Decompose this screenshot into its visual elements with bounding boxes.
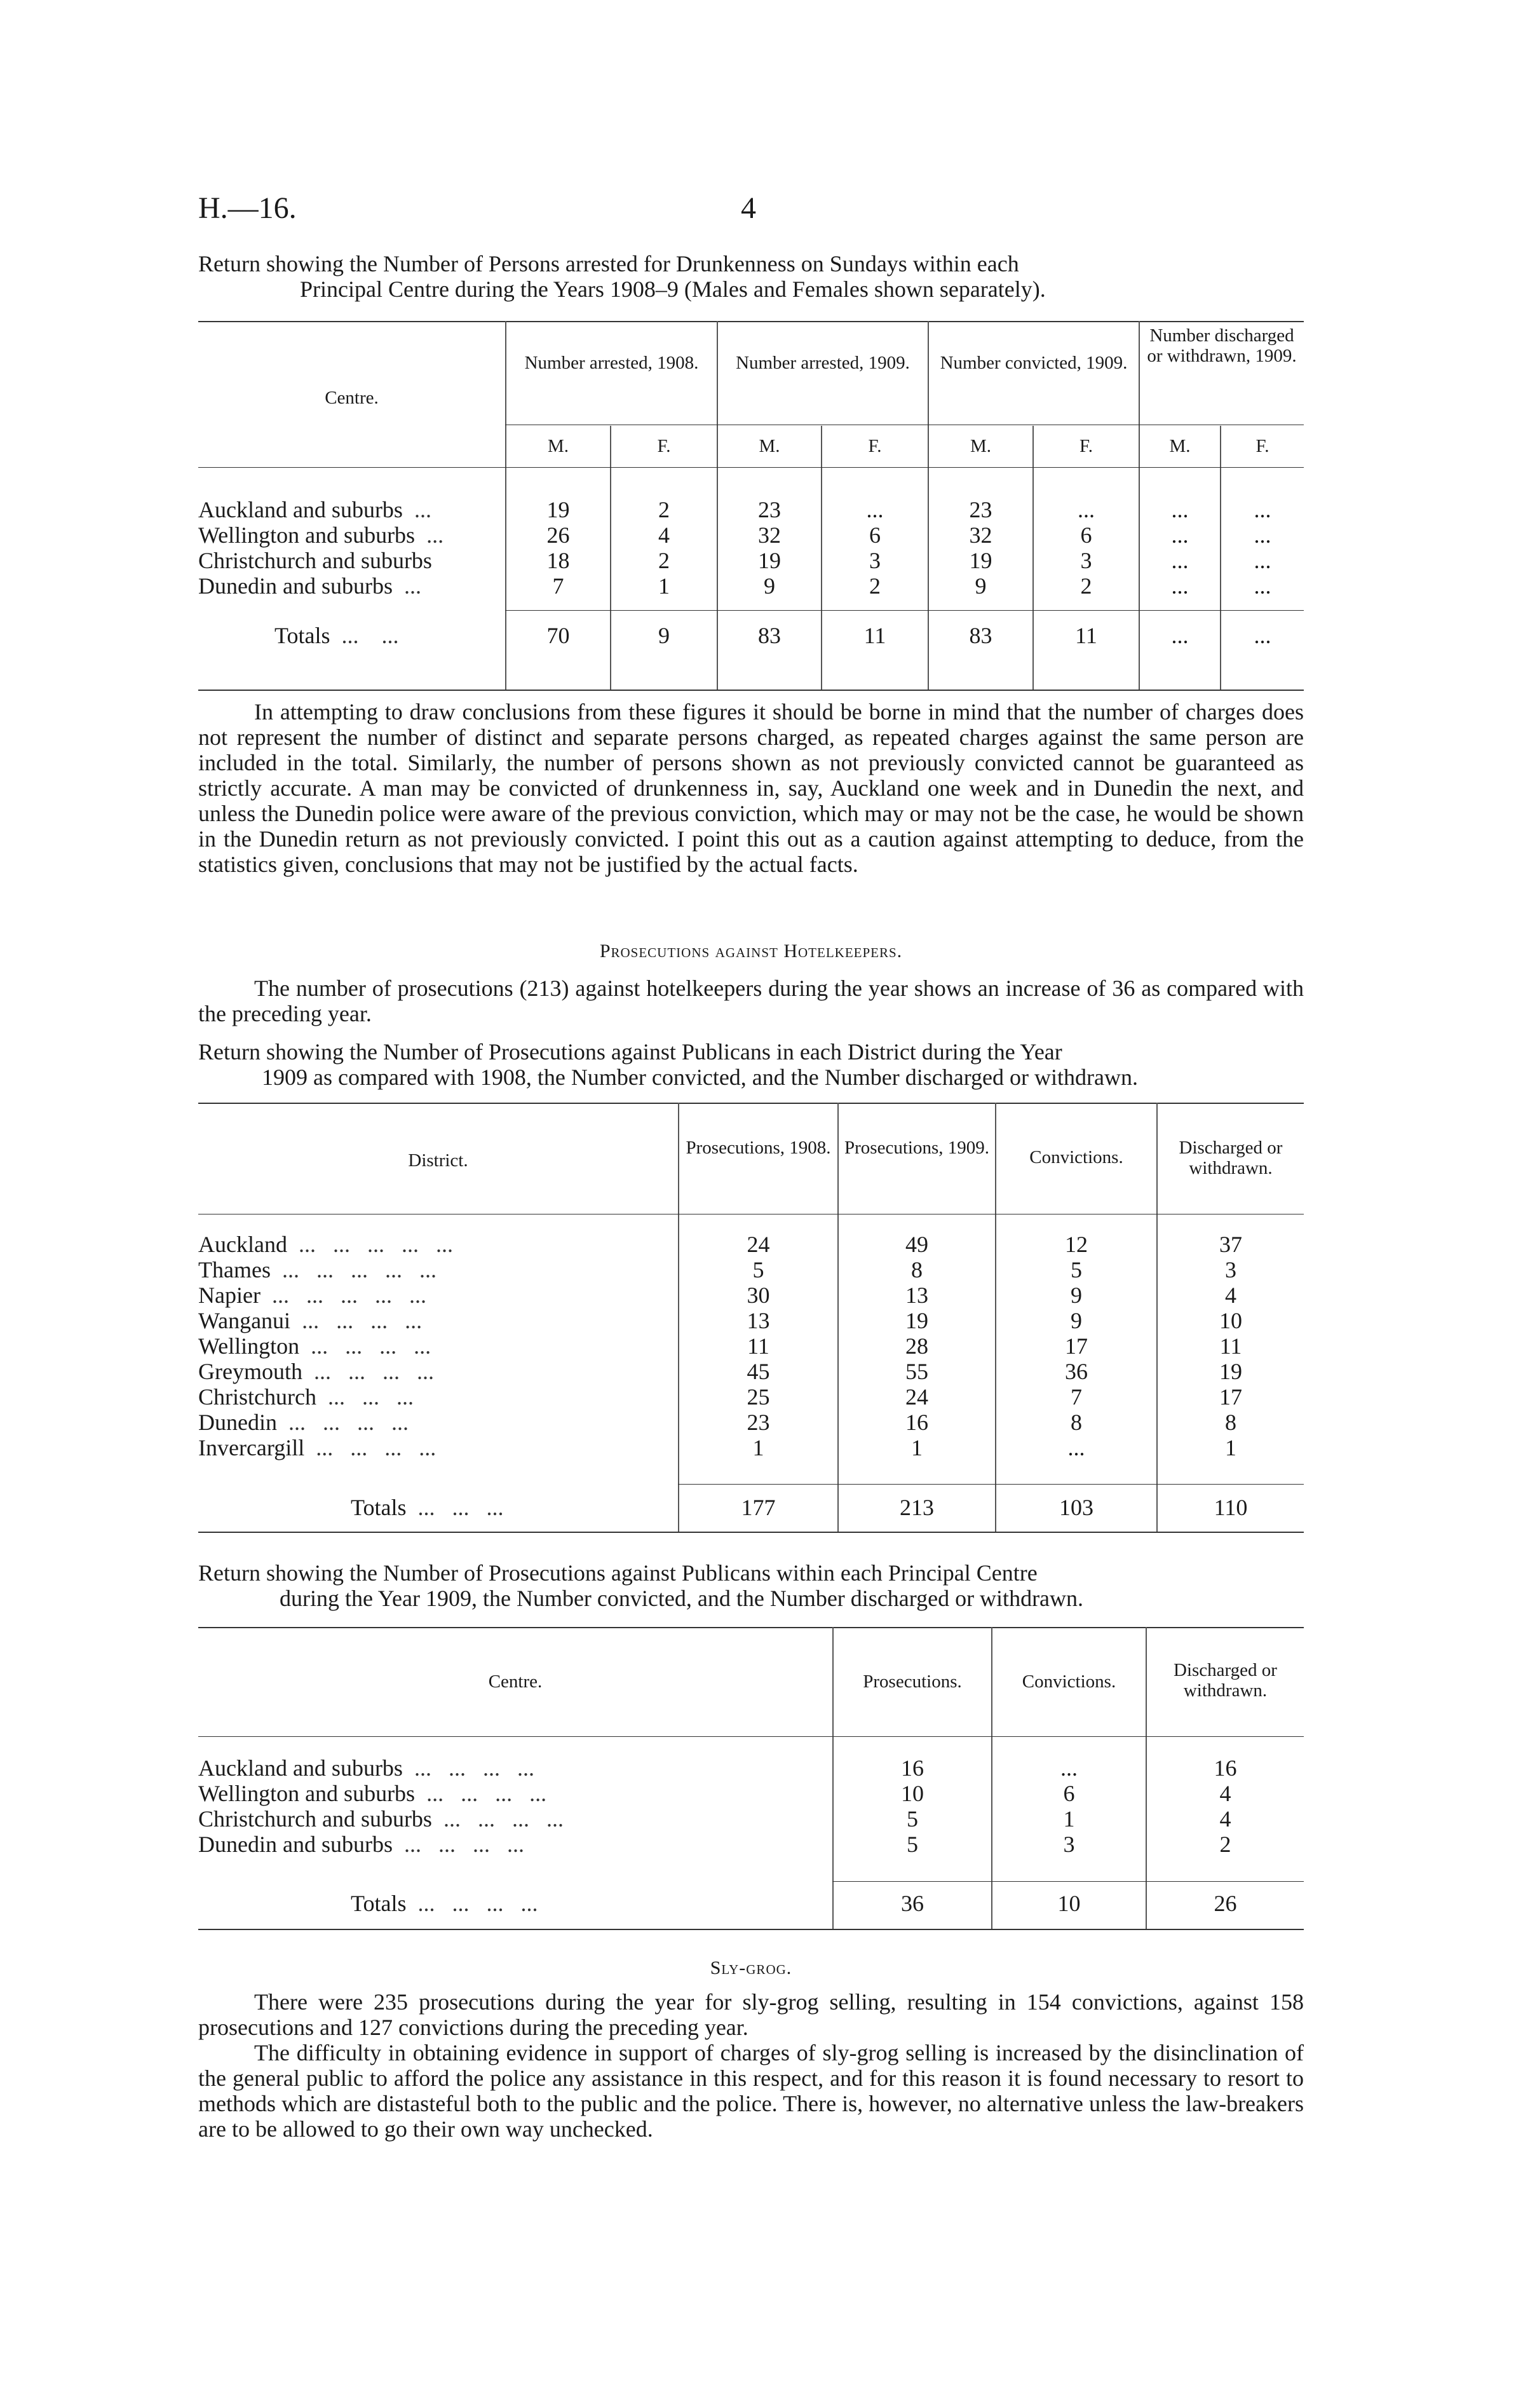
table2-caption	[198, 1039, 1304, 1090]
table3-bottom-rule	[198, 1929, 1304, 1930]
cell-value: 23	[747, 1410, 770, 1435]
table2-row	[198, 1410, 1304, 1435]
table1-totals-row	[198, 623, 1304, 648]
table1-f-3: F.	[1079, 436, 1093, 456]
leader-dots: ... ... ... ...	[443, 1806, 564, 1832]
cell-value: ...	[1254, 573, 1271, 599]
table3-totals-row	[198, 1891, 1304, 1916]
row-name: Dunedin	[198, 1410, 277, 1435]
row-label	[198, 1435, 436, 1460]
totals-label	[274, 623, 398, 648]
cell-value: 10	[901, 1781, 924, 1806]
page-reference: H.—16.	[198, 191, 297, 225]
cell-value: 4	[1225, 1282, 1236, 1308]
row-name: Napier	[198, 1282, 261, 1308]
cell-value: 83	[758, 623, 781, 648]
table3-row	[198, 1806, 1304, 1832]
cell-value: 37	[1219, 1232, 1242, 1257]
leader-dots: ... ... ...	[327, 1384, 414, 1410]
cell-value: 28	[905, 1333, 928, 1359]
table1-caption-line2: Principal Centre during the Years 1908–9 (Males and Females shown separately).	[300, 276, 1046, 302]
heading-sly-grog: Sly-grog.	[710, 1957, 792, 1978]
cell-value: 3	[1063, 1832, 1075, 1857]
table1-m-3: M.	[970, 436, 992, 456]
cell-value: 12	[1065, 1232, 1088, 1257]
cell-value: 213	[900, 1495, 934, 1520]
leader-dots: ...	[414, 497, 431, 522]
cell-value: 4	[1219, 1781, 1231, 1806]
table2-col-discharged: Discharged or withdrawn.	[1179, 1138, 1283, 1178]
cell-value: 1	[658, 573, 670, 599]
cell-value: 2	[658, 497, 670, 522]
leader-dots: ...	[426, 522, 444, 548]
cell-value: 5	[1071, 1257, 1082, 1282]
cell-value: 10	[1219, 1308, 1242, 1333]
table1-row	[198, 497, 1304, 522]
leader-dots: ...	[403, 573, 421, 599]
totals-label	[351, 1495, 503, 1520]
table2-top-rule	[198, 1103, 1304, 1104]
row-name: Totals	[351, 1891, 407, 1916]
cell-value: ...	[1254, 623, 1271, 648]
cell-value: 36	[1065, 1359, 1088, 1384]
row-label	[198, 1308, 422, 1333]
cell-value: 18	[546, 548, 570, 573]
cell-value: 26	[1214, 1891, 1237, 1916]
leader-dots: ... ... ... ... ...	[271, 1282, 426, 1308]
cell-value: 49	[905, 1232, 928, 1257]
row-name: Auckland	[198, 1232, 287, 1257]
cell-value: 19	[758, 548, 781, 573]
row-name: Christchurch	[198, 1384, 316, 1410]
table1-col-centre: Centre.	[325, 388, 379, 408]
cell-value: ...	[1254, 497, 1271, 522]
cell-value: 1	[911, 1435, 923, 1460]
cell-value: 5	[907, 1806, 918, 1832]
table2-caption-line1: Return showing the Number of Prosecutions against Publicans in each District during the Year	[198, 1039, 1062, 1065]
row-name: Wanganui	[198, 1308, 291, 1333]
table1-f-2: F.	[868, 436, 882, 456]
table3-caption-line1: Return showing the Number of Prosecutions against Publicans within each Principal Centre	[198, 1560, 1038, 1586]
row-label	[198, 1359, 434, 1384]
row-label	[198, 522, 443, 548]
cell-value: 83	[969, 623, 992, 648]
table1-caption-line1: Return showing the Number of Persons arrested for Drunkenness on Sundays within each	[198, 251, 1019, 276]
cell-value: 10	[1057, 1891, 1081, 1916]
cell-value: ...	[1171, 522, 1189, 548]
cell-value: 5	[752, 1257, 764, 1282]
cell-value: 36	[901, 1891, 924, 1916]
table3-col-convictions: Convictions.	[1022, 1671, 1116, 1692]
cell-value: 9	[975, 573, 987, 599]
row-name: Christchurch and suburbs	[198, 1806, 432, 1832]
cell-value: ...	[866, 497, 884, 522]
cell-value: 3	[1080, 548, 1092, 573]
table2-row	[198, 1257, 1304, 1282]
page-number: 4	[741, 191, 756, 225]
table2-totals-rule	[678, 1484, 1304, 1485]
cell-value: 19	[1219, 1359, 1242, 1384]
table3-col-discharged: Discharged or withdrawn.	[1174, 1660, 1277, 1701]
table3-row	[198, 1832, 1304, 1857]
cell-value: 1	[1225, 1435, 1236, 1460]
cell-value: 110	[1214, 1495, 1248, 1520]
table1-row	[198, 548, 1304, 573]
row-label	[198, 1832, 524, 1857]
table1-f-1: F.	[657, 436, 671, 456]
row-label	[198, 1781, 546, 1806]
table3-col-prosecutions: Prosecutions.	[863, 1671, 962, 1692]
leader-dots: ... ... ... ...	[313, 1359, 434, 1384]
table3-col-centre: Centre.	[488, 1671, 543, 1692]
paragraph-text: In attempting to draw conclusions from these figures it should be borne in mind that the number of charges does not represent the number of distinct and separate persons charged, as repeated charges against the same person are included in the total. Similarly, the number of persons shown as not previously convicted cannot be guaranteed as strictly accurate. A man may be convicted of drunkenness in, say, Auckland one week and in Dunedin the next, and unless the Dunedin police were aware of the previous conviction, which may or may not be the case, he would be shown in the Dunedin return as not previously convicted. I point this out as a caution against attempting to deduce, from the statistics given, conclusions that may not be justified by the actual facts.	[198, 699, 1304, 877]
table3-caption	[198, 1560, 1304, 1611]
row-label	[198, 497, 431, 522]
table2-totals-row	[198, 1495, 1304, 1520]
row-name: Invercargill	[198, 1435, 305, 1460]
cell-value: 19	[905, 1308, 928, 1333]
leader-dots: ... ...	[341, 623, 399, 648]
table1-header-rule	[198, 467, 1304, 468]
leader-dots: ... ... ... ...	[302, 1308, 423, 1333]
table1-col-arrested-1908: Number arrested, 1908.	[524, 353, 699, 373]
table1-m-1: M.	[547, 436, 569, 456]
cell-value: 17	[1219, 1384, 1242, 1410]
cell-value: 3	[1225, 1257, 1236, 1282]
table3-caption-line2: during the Year 1909, the Number convicted, and the Number discharged or withdrawn.	[280, 1586, 1084, 1611]
cell-value: 23	[758, 497, 781, 522]
cell-value: 24	[905, 1384, 928, 1410]
heading-prosecutions-hotelkeepers: Prosecutions against Hotelkeepers.	[599, 941, 903, 962]
leader-dots: ... ... ... ...	[417, 1891, 538, 1916]
table2-row	[198, 1333, 1304, 1359]
leader-dots: ... ... ... ...	[426, 1781, 547, 1806]
table1-m-2: M.	[759, 436, 780, 456]
row-name: Auckland and suburbs	[198, 1755, 403, 1781]
cell-value: 3	[869, 548, 881, 573]
table1-top-rule	[198, 321, 1304, 322]
cell-value: 2	[658, 548, 670, 573]
table1-bottom-rule	[198, 690, 1304, 691]
cell-value: ...	[1067, 1435, 1085, 1460]
paragraph-text: The number of prosecutions (213) against hotelkeepers during the year shows an increase of 36 as compared with the preceding year.	[198, 976, 1304, 1026]
leader-dots: ... ... ... ...	[316, 1435, 437, 1460]
row-name: Totals	[351, 1495, 407, 1520]
cell-value: 9	[764, 573, 775, 599]
cell-value: 177	[741, 1495, 776, 1520]
cell-value: 45	[747, 1359, 770, 1384]
cell-value: 11	[1219, 1333, 1242, 1359]
table2-row	[198, 1232, 1304, 1257]
cell-value: 7	[1071, 1384, 1082, 1410]
row-label	[198, 573, 421, 599]
paragraph-text: There were 235 prosecutions during the year for sly-grog selling, resulting in 154 convictions, against 158 prosecutions and 127 convictions during the preceding year.	[198, 1989, 1304, 2040]
cell-value: 4	[1219, 1806, 1231, 1832]
cell-value: 103	[1059, 1495, 1093, 1520]
table1-f-4: F.	[1255, 436, 1269, 456]
cell-value: 30	[747, 1282, 770, 1308]
cell-value: ...	[1254, 522, 1271, 548]
row-label	[198, 1232, 453, 1257]
leader-dots: ... ... ... ...	[414, 1755, 534, 1781]
cell-value: 8	[1225, 1410, 1236, 1435]
cell-value: 16	[1214, 1755, 1237, 1781]
cell-value: 55	[905, 1359, 928, 1384]
paragraph-text: The difficulty in obtaining evidence in support of charges of sly-grog selling is increased by the disinclination of the general public to afford the police any assistance in this respect, and for this reason it is found necessary to resort to methods which are distasteful both to the public and the police. There is, however, no alternative unless the law-breakers are to be allowed to go their own way unchecked.	[198, 2040, 1304, 2142]
row-name: Wellington	[198, 1333, 300, 1359]
cell-value: 1	[752, 1435, 764, 1460]
cell-value: 2	[1219, 1832, 1231, 1857]
leader-dots: ... ... ... ...	[288, 1410, 409, 1435]
row-label	[198, 1257, 437, 1282]
table2-col-convictions: Convictions.	[1029, 1147, 1123, 1167]
cell-value: 32	[758, 522, 781, 548]
table3-row	[198, 1755, 1304, 1781]
table3-totals-rule	[832, 1881, 1304, 1882]
leader-dots: ... ... ...	[417, 1495, 504, 1520]
cell-value: 7	[552, 573, 564, 599]
table1-row	[198, 573, 1304, 599]
cell-value: 26	[546, 522, 570, 548]
cell-value: 16	[901, 1755, 924, 1781]
table1-row	[198, 522, 1304, 548]
leader-dots: ... ... ... ... ...	[281, 1257, 437, 1282]
row-name: Dunedin and suburbs	[198, 573, 393, 599]
cell-value: 2	[869, 573, 881, 599]
cell-value: ...	[1171, 623, 1189, 648]
leader-dots: ... ... ... ...	[403, 1832, 524, 1857]
table3-header-rule	[198, 1736, 1304, 1737]
leader-dots: ... ... ... ...	[311, 1333, 431, 1359]
cell-value: 5	[907, 1832, 918, 1857]
row-label	[198, 1333, 431, 1359]
paragraph-sly-grog	[198, 1989, 1304, 2142]
cell-value: 9	[658, 623, 670, 648]
leader-dots: ... ... ... ... ...	[298, 1232, 453, 1257]
row-label	[198, 1410, 409, 1435]
cell-value: 16	[905, 1410, 928, 1435]
paragraph-drunkenness-note	[198, 699, 1304, 877]
cell-value: 1	[1063, 1806, 1075, 1832]
table2-col-prosecutions-1908: Prosecutions, 1908.	[686, 1138, 831, 1158]
table2-row	[198, 1435, 1304, 1460]
row-name: Thames	[198, 1257, 271, 1282]
totals-label	[351, 1891, 538, 1916]
cell-value: 13	[747, 1308, 770, 1333]
table2-col-district: District.	[408, 1150, 468, 1171]
table2-row	[198, 1282, 1304, 1308]
row-label	[198, 548, 443, 573]
table2-row	[198, 1384, 1304, 1410]
cell-value: 19	[546, 497, 570, 522]
row-name: Wellington and suburbs	[198, 522, 416, 548]
table2-row	[198, 1359, 1304, 1384]
cell-value: 8	[911, 1257, 923, 1282]
row-label	[198, 1282, 426, 1308]
cell-value: 19	[969, 548, 992, 573]
cell-value: 23	[969, 497, 992, 522]
table1-col-convicted-1909: Number convicted, 1909.	[940, 353, 1128, 373]
cell-value: 11	[1075, 623, 1097, 648]
cell-value: 4	[658, 522, 670, 548]
row-label	[198, 1755, 534, 1781]
paragraph-hotelkeepers	[198, 976, 1304, 1026]
table1-m-4: M.	[1169, 436, 1191, 456]
table2-col-prosecutions-1909: Prosecutions, 1909.	[844, 1138, 989, 1158]
table2-bottom-rule	[198, 1532, 1304, 1533]
row-name: Auckland and suburbs	[198, 497, 403, 522]
table1-col-arrested-1909: Number arrested, 1909.	[736, 353, 910, 373]
cell-value: 8	[1071, 1410, 1082, 1435]
cell-value: 25	[747, 1384, 770, 1410]
cell-value: 6	[1080, 522, 1092, 548]
cell-value: 11	[863, 623, 886, 648]
row-name: Wellington and suburbs	[198, 1781, 416, 1806]
cell-value: 17	[1065, 1333, 1088, 1359]
cell-value: ...	[1254, 548, 1271, 573]
cell-value: ...	[1078, 497, 1095, 522]
cell-value: 6	[869, 522, 881, 548]
table1-col-discharged-1909: Number discharged or withdrawn, 1909.	[1147, 325, 1297, 366]
cell-value: 32	[969, 522, 992, 548]
cell-value: 6	[1063, 1781, 1075, 1806]
table2-row	[198, 1308, 1304, 1333]
table1-totals-rule	[505, 610, 1304, 611]
row-label	[198, 1806, 564, 1832]
row-label	[198, 1384, 414, 1410]
cell-value: 11	[747, 1333, 769, 1359]
table2-caption-line2: 1909 as compared with 1908, the Number convicted, and the Number discharged or withdrawn.	[262, 1065, 1138, 1090]
cell-value: 9	[1071, 1308, 1082, 1333]
row-name: Dunedin and suburbs	[198, 1832, 393, 1857]
cell-value: ...	[1060, 1755, 1078, 1781]
cell-value: 9	[1071, 1282, 1082, 1308]
cell-value: 24	[747, 1232, 770, 1257]
row-name: Christchurch and suburbs	[198, 548, 432, 573]
row-name: Totals	[274, 623, 330, 648]
row-name: Greymouth	[198, 1359, 302, 1384]
cell-value: ...	[1171, 497, 1189, 522]
cell-value: ...	[1171, 573, 1189, 599]
cell-value: 13	[905, 1282, 928, 1308]
table3-row	[198, 1781, 1304, 1806]
table1-caption	[198, 251, 1304, 302]
table3-top-rule	[198, 1627, 1304, 1628]
cell-value: 2	[1080, 573, 1092, 599]
cell-value: 70	[546, 623, 570, 648]
cell-value: ...	[1171, 548, 1189, 573]
